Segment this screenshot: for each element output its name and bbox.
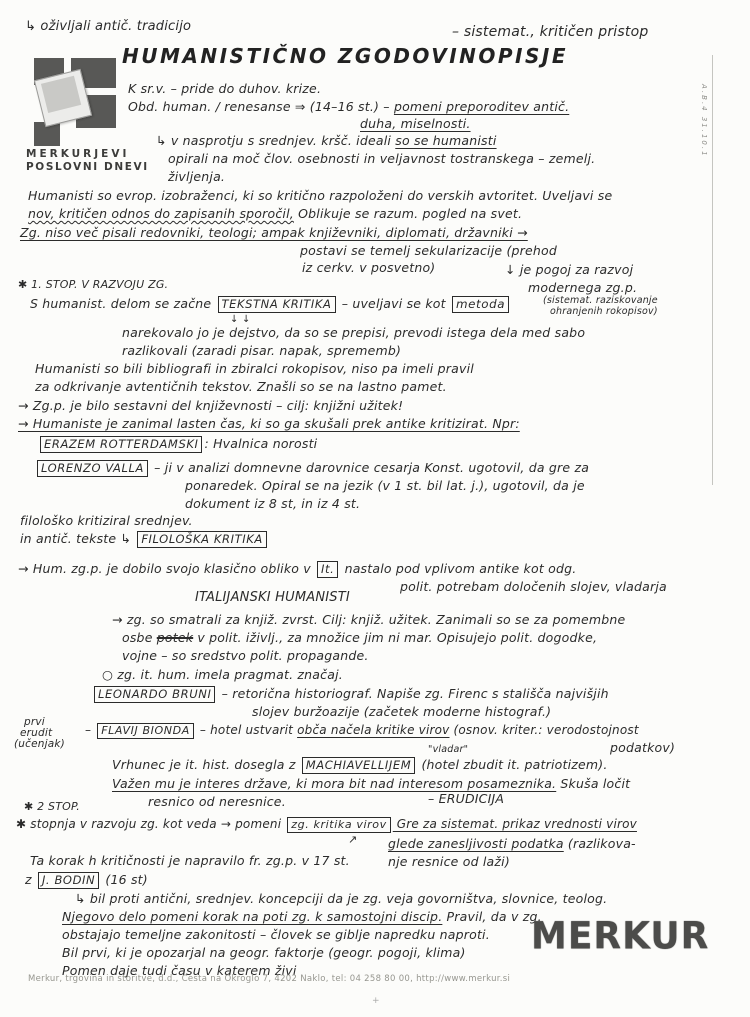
handwritten-text: resnico od neresnice. xyxy=(148,794,286,809)
underlined-text: Gre za sistemat. prikaz vrednosti virov xyxy=(392,817,637,831)
handwritten-text: Obd. human. / renesanse ⇒ (14–16 st.) – xyxy=(128,99,394,114)
note-line xyxy=(85,724,639,738)
logo-line-1: MERKURJEVI xyxy=(26,148,130,160)
handwritten-text: polit. potrebam določenih slojev, vladarja xyxy=(400,579,667,594)
note-line xyxy=(168,152,595,166)
note-line xyxy=(25,873,148,887)
handwritten-text: ✱ 1. STOP. V RAZVOJU ZG. xyxy=(18,278,169,291)
section-heading xyxy=(195,591,350,606)
handwritten-text: modernega zg.p. xyxy=(528,280,638,295)
handwritten-text: ↗ xyxy=(348,833,358,846)
handwritten-text: podatkov) xyxy=(610,740,676,755)
handwritten-text: vojne – so sredstvo polit. propagande. xyxy=(122,648,369,663)
merkur-wordmark: MERKUR xyxy=(531,914,710,959)
handwritten-text: Ta korak h kritičnosti je napravilo fr. zg.p. v 17 st. xyxy=(30,853,350,868)
handwritten-text: ITALIJANSKI HUMANISTI xyxy=(195,590,350,605)
note-line xyxy=(92,687,609,701)
note-line xyxy=(122,631,597,645)
note-line xyxy=(388,855,510,869)
note-line xyxy=(28,207,522,221)
note-line xyxy=(528,281,637,295)
boxed-term: LEONARDO BRUNI xyxy=(94,686,215,703)
handwritten-text: Pomen daje tudi času v katerem živi xyxy=(62,963,297,978)
handwritten-text: (učenjak) xyxy=(14,738,65,750)
note-line xyxy=(35,380,447,394)
handwritten-text: slojev buržoazije (začetek moderne histograf.) xyxy=(252,704,552,719)
note-line xyxy=(122,649,369,663)
note-line xyxy=(20,514,193,528)
handwritten-text: – xyxy=(85,723,96,737)
note-line xyxy=(360,117,471,131)
handwritten-text: Pravil, da v zg. xyxy=(442,909,542,924)
annotation-top-right xyxy=(452,24,648,40)
note-line xyxy=(122,344,401,358)
handwritten-text: ohranjenih rokopisov) xyxy=(550,306,658,317)
note-line xyxy=(62,928,490,942)
handwritten-text: nastalo pod vplivom antike kot odg. xyxy=(340,561,577,576)
underlined-text: glede zanesljivosti podatka xyxy=(388,836,564,851)
note-line xyxy=(18,562,576,576)
note-line xyxy=(550,307,658,318)
note-line xyxy=(230,314,251,326)
handwritten-text: (16 st) xyxy=(101,872,148,887)
note-line xyxy=(505,263,633,277)
handwritten-text: Bil prvi, ki je opozarjal na geogr. faktorje (geogr. pogoji, klima) xyxy=(62,945,466,960)
underlined-text: pomeni preporoditev antič. xyxy=(393,99,570,114)
handwritten-text: z xyxy=(25,872,36,887)
handwritten-text: Oblikuje se razum. pogled na svet. xyxy=(293,206,523,221)
note-line xyxy=(20,532,269,546)
handwritten-text: nje resnice od laži) xyxy=(388,854,510,869)
handwritten-text: – sistemat., kritičen pristop xyxy=(452,24,649,40)
scan-artifact-line xyxy=(712,55,713,485)
boxed-term: It. xyxy=(317,561,338,578)
handwritten-text: razlikovali (zaradi pisar. napak, sprememb) xyxy=(122,343,402,358)
handwritten-text: (hotel zbudit it. patriotizem). xyxy=(417,757,608,772)
handwritten-text: "vladar" xyxy=(428,744,469,755)
note-line xyxy=(185,479,585,493)
note-line xyxy=(428,745,468,756)
annotation-top-left xyxy=(25,20,191,35)
handwritten-text: za odkrivanje avtentičnih tekstov. Znašli so se na lastno pamet. xyxy=(35,379,447,394)
handwritten-text: ↳ oživljali antič. tradicijo xyxy=(25,19,192,34)
boxed-term: FLAVIJ BIONDA xyxy=(97,723,194,739)
handwritten-text: iz cerkv. v posvetno) xyxy=(302,260,436,275)
handwritten-text: (osnov. kriter.: verodostojnost xyxy=(449,723,639,737)
handwritten-text: življenja. xyxy=(168,169,226,184)
handwritten-text: → zg. so smatrali za knjiž. zvrst. Cilj: knjiž. užitek. Zanimali so se za pomembne xyxy=(112,612,626,627)
note-line xyxy=(128,82,321,96)
note-line xyxy=(35,362,474,376)
page-mark: + xyxy=(372,996,380,1006)
note-line xyxy=(348,834,357,847)
handwritten-text: – ERUDICIJA xyxy=(428,791,505,806)
handwritten-text: opirali na moč člov. osebnosti in veljavnost tostranskega – zemelj. xyxy=(168,151,596,166)
note-line xyxy=(122,326,585,340)
boxed-term: zg. kritika virov xyxy=(287,817,390,833)
note-line xyxy=(388,837,636,851)
handwritten-text: ✱ 2 STOP. xyxy=(24,800,80,813)
note-line xyxy=(156,134,497,148)
note-line xyxy=(185,497,360,511)
logo-wordmark xyxy=(26,148,149,174)
handwritten-text: filološko kritiziral srednjev. xyxy=(20,513,193,528)
margin-note xyxy=(24,801,80,814)
note-line xyxy=(112,613,625,627)
note-line xyxy=(112,777,630,791)
boxed-term: TEKSTNA KRITIKA xyxy=(218,296,336,313)
boxed-term: FILOLOŠKA KRITIKA xyxy=(137,531,267,548)
handwritten-text: ↓ ↓ xyxy=(230,314,251,325)
handwritten-text: ✱ stopnja v razvoju zg. kot veda → pomeni xyxy=(16,817,286,831)
margin-note xyxy=(18,279,168,292)
underlined-text: obča načela kritike virov xyxy=(297,723,450,737)
handwritten-text: K sr.v. – pride do duhov. krize. xyxy=(128,81,322,96)
handwritten-text: osbe xyxy=(122,630,157,645)
logo-photo-inner xyxy=(41,76,81,113)
note-line xyxy=(112,758,608,772)
letterhead-footer: Merkur, trgovina in storitve, d.d., Cesta na Okroglo 7, 4202 Naklo, tel: 04 258 80 00, http://www.merkur.si xyxy=(28,974,511,984)
boxed-underlined-term: metoda xyxy=(452,296,509,313)
underlined-text: Važen mu je interes države, ki mora bit nad interesom posameznika. xyxy=(112,776,557,791)
underlined-text: duha, miselnosti. xyxy=(360,116,471,131)
note-line xyxy=(102,668,343,682)
handwritten-text: Humanisti so bili bibliografi in zbiralci rokopisov, niso pa imeli pravil xyxy=(35,361,474,376)
logo-line-2: POSLOVNI DNEVI xyxy=(26,161,149,174)
handwritten-text: – uveljavi se kot xyxy=(337,296,450,311)
note-line xyxy=(28,189,612,203)
margin-scribble: A.B.4 31.10.1 xyxy=(700,84,708,158)
note-line xyxy=(252,705,551,719)
page-title: HUMANISTIČNO ZGODOVINOPISJE xyxy=(122,44,568,68)
note-line xyxy=(128,100,569,114)
handwritten-text: – ji v analizi domnevne darovnice cesarja Konst. ugotovil, da gre za xyxy=(149,460,590,475)
handwritten-text: ponaredek. Opiral se na jezik (v 1 st. bil lat. j.), ugotovil, da je xyxy=(185,478,585,493)
note-line xyxy=(62,910,542,924)
underlined-text: → Humaniste je zanimal lasten čas, ki so ga skušali prek antike kritizirat. Npr: xyxy=(18,416,520,431)
note-line xyxy=(18,399,403,413)
handwritten-text: : Hvalnica norosti xyxy=(204,436,318,451)
handwritten-text: in antič. tekste ↳ xyxy=(20,531,136,546)
handwritten-text: dokument iz 8 st, in iz 4 st. xyxy=(185,496,361,511)
handwritten-text: – hotel ustvarit xyxy=(195,723,298,737)
note-line xyxy=(18,417,520,431)
handwritten-text: → Hum. zg.p. je dobilo svojo klasično obliko v xyxy=(18,561,316,576)
note-line xyxy=(20,226,528,240)
handwritten-text: (razlikova- xyxy=(563,836,636,851)
handwritten-text: ↳ v nasprotju s srednjev. kršč. ideali xyxy=(156,133,396,148)
note-line xyxy=(168,170,225,184)
note-line xyxy=(30,854,350,868)
handwritten-text: S humanist. delom se začne xyxy=(30,296,216,311)
margin-note xyxy=(14,738,65,750)
note-line xyxy=(610,741,675,755)
note-line xyxy=(300,244,557,258)
note-line xyxy=(62,946,466,960)
note-line xyxy=(16,818,637,832)
handwritten-text: Vrhunec je it. hist. dosegla z xyxy=(112,757,300,772)
note-line xyxy=(428,792,504,806)
struck-text: potek xyxy=(156,630,194,645)
handwritten-text: ↳ bil proti antični, srednjev. koncepciji da je zg. veja govorništva, slovnice, teolog. xyxy=(75,891,608,906)
handwritten-text: erudit xyxy=(20,727,53,739)
note-line xyxy=(148,795,286,809)
handwritten-text: prvi xyxy=(24,716,45,728)
handwritten-text: narekovalo jo je dejstvo, da so se prepisi, prevodi istega dela med sabo xyxy=(122,325,586,340)
handwritten-text: – retorična historiograf. Napiše zg. Firenc s stališča najvišjih xyxy=(217,686,609,701)
handwritten-text: ↓ je pogoj za razvoj xyxy=(505,262,634,277)
note-line xyxy=(38,437,317,451)
handwritten-text: → Zg.p. je bilo sestavni del književnosti – cilj: knjižni užitek! xyxy=(18,398,404,413)
underlined-text: Njegovo delo pomeni korak na poti zg. k samostojni discip. xyxy=(62,909,443,924)
note-line xyxy=(400,580,667,594)
underlined-text: Zg. niso več pisali redovniki, teologi; ampak književniki, diplomati, državniki → xyxy=(20,225,528,240)
note-line xyxy=(302,261,435,275)
handwritten-text: Humanisti so evrop. izobraženci, ki so kritično razpoloženi do verskih avtoritet. Uveljavi se xyxy=(28,188,613,203)
boxed-term: J. BODIN xyxy=(38,872,99,889)
note-line xyxy=(30,297,511,312)
handwritten-text: Skuša ločit xyxy=(556,776,631,791)
handwritten-text: ○ zg. it. hum. imela pragmat. značaj. xyxy=(102,667,343,682)
underlined-text: so se humanisti xyxy=(395,133,497,148)
handwritten-text: obstajajo temeljne zakonitosti – človek se giblje napredku naproti. xyxy=(62,927,490,942)
handwritten-text: postavi se temelj sekularizacije (prehod xyxy=(300,243,558,258)
boxed-term: ERAZEM ROTTERDAMSKI xyxy=(40,436,202,453)
boxed-term: MACHIAVELLIJEM xyxy=(302,757,415,774)
handwritten-text: v polit. iživlj., za množice jim ni mar. Opisujejo polit. dogodke, xyxy=(193,630,598,645)
wavy-underlined-text: nov, kritičen odnos do zapisanih sporočil, xyxy=(28,206,294,221)
boxed-term: LORENZO VALLA xyxy=(37,460,148,477)
note-line xyxy=(35,461,589,475)
note-line xyxy=(75,892,607,906)
handwritten-text: (sistemat. raziskovanje xyxy=(543,295,658,306)
